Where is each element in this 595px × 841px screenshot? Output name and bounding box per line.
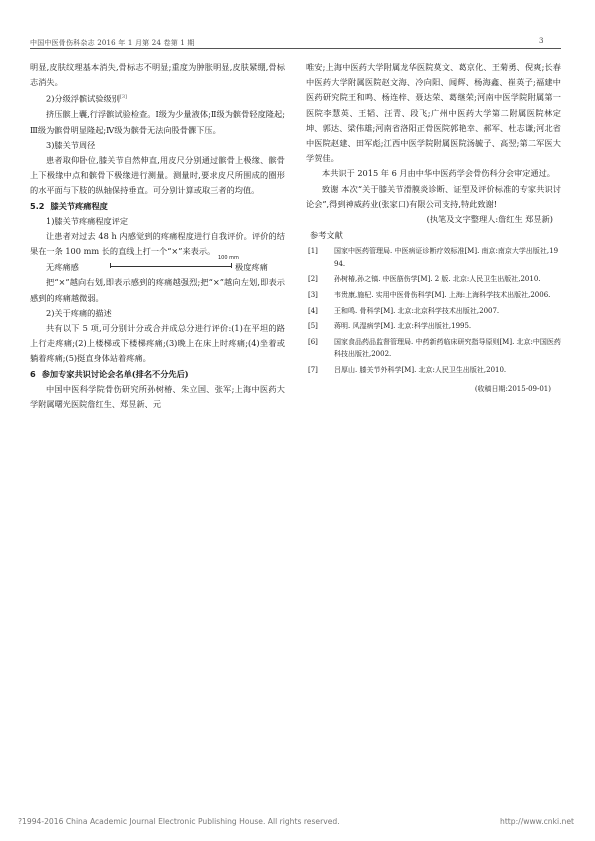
paragraph-acknowledgement: 致谢 本次“关于膝关节滑膜炎诊断、证型及评价标准的专家共识讨论会”,得到神威药业(张家口)有限公司支持,特此致谢! [306,183,561,209]
footer-copyright: ?1994-2016 China Academic Journal Electronic Publishing House. All rights reserved. [18,817,340,826]
reference-text: 孙树椿,孙之镐. 中医筋伤学[M]. 2 版. 北京:人民卫生出版社,2010. [334,275,541,284]
paragraph-knee-circumference: 患者取仰卧位,膝关节自然伸直,用皮尺分别通过髌骨上极缘、髌骨上下极缘中点和髌骨下极缘进行测量。测量时,要求皮尺所围成的圈形的水平面与下肢的纵轴保持垂直。可分别计算或取三者的均值。 [30,154,285,196]
paragraph-scale-explanation: 把“×”越向右划,即表示感到的疼痛越强烈;把“×”越向左划,即表示感到的疼痛越微弱。 [30,277,285,303]
reference-list [306,245,561,376]
scale-unit-label: 100 mm [218,255,239,262]
reference-text: 国家食品药品监督管理局. 中药新药临床研究指导原则[M]. 北京:中国医药科技出版社,2002. [334,337,561,359]
section-number-5-2: 5.2 [30,200,45,211]
paragraph-pain-assessment: 让患者对过去 48 h 内感觉到的疼痛程度进行自我评价。评价的结果在一条 100 mm 长的直线上打一个“×”来表示。 [30,230,285,257]
reference-item [306,336,561,361]
paragraph-participants-start: 中国中医科学院骨伤研究所孙树椿、朱立国、张军;上海中医药大学附属曙光医院詹红生、郑昱新、元 [30,383,285,409]
reference-number: [5] [308,322,318,331]
citation-3: [3] [119,94,127,101]
reference-text: 王和鸣. 骨科学[M]. 北京:北京科学技术出版社,2007. [334,306,500,315]
reference-item [306,245,561,270]
paragraph-patella-test: 挤压髌上囊,行浮髌试验检查。Ⅰ级为少量液体;Ⅱ级为髌骨轻度隆起;Ⅲ级为髌骨明显隆起;Ⅳ级为髌骨无法向股骨髁下压。 [30,109,285,135]
reference-number: [1] [308,247,318,256]
paragraph-approval: 本共识于 2015 年 6 月由中华中医药学会骨伤科分会审定通过。 [322,168,555,179]
scale-line [110,266,232,267]
reference-text: 吕厚山. 膝关节外科学[M]. 北京:人民卫生出版社,2010. [334,365,507,374]
reference-text: 蒋明. 风湿病学[M]. 北京:科学出版社,1995. [334,322,472,331]
reference-item [306,364,561,377]
reference-number: [7] [308,365,318,374]
reference-text: 韦贵康,施杞. 实用中医骨伤科学[M]. 上海:上海科学技术出版社,2006. [334,291,551,300]
paragraph-pain-items: 共有以下 5 项,可分别计分或合并成总分进行评价:(1)在平坦的路上行走疼痛;(2)上楼梯或下楼梯疼痛;(3)晚上在床上时疼痛;(4)坐着或躺着疼痛;(5)挺直身体站着疼痛。 [30,322,285,364]
reference-number: [6] [308,337,318,346]
reference-text: 国家中医药管理局. 中医病证诊断疗效标准[M]. 南京:南京大学出版社,1994. [334,247,559,268]
subheading-patella-test-text: 2)分级浮髌试验级别 [46,94,120,105]
reference-number: [3] [308,291,318,300]
reference-item [306,289,561,302]
running-header-journal: 中国中医骨伤科杂志 2016 年 1 月第 24 卷第 1 期 [30,39,195,47]
author-signature: (执笔及文字整理人:詹红生 郑昱新) [426,214,553,225]
section-heading-6 [30,367,285,382]
reference-number: [2] [308,275,318,284]
section-title-5-2: 膝关节疼痛程度 [50,200,108,211]
footer-site-link[interactable]: http://www.cnki.net [500,817,574,826]
visual-analog-scale [30,255,285,275]
section-heading-5-2 [30,199,285,214]
subheading-pain-assessment: 1)膝关节疼痛程度评定 [46,215,129,226]
scale-right-tick [231,263,232,268]
reference-item [306,320,561,333]
scale-label-no-pain: 无疼痛感 [46,262,79,273]
subheading-patella-test [30,90,285,107]
section-title-6: 参加专家共识讨论会名单(排名不分先后) [41,368,189,379]
paragraph-swelling-grades: 明显,皮肤纹理基本消失,骨标志不明显;重度为肿胀明显,皮肤紧绷,骨标志消失。 [30,62,285,88]
scale-label-extreme-pain: 极度疼痛 [235,262,268,273]
paragraph-participants-continued: 唯安;上海中医药大学附属龙华医院莫文、葛京化、王菊勇、倪爽;长春中医药大学附属医院赵文海、冷向阳、闻辉、杨海鑫、崔英子;福建中医药研究院王和鸣、杨连梓、聂达荣、葛继荣;河南中医学院附属第一医院李慧英、王韬、汪青、段飞;广州中医药大学第二附属医院林定坤、郭达、梁伟雄;河南省洛阳正骨医院郭艳幸、郝军、杜志谦;河北省中医院赵建、田军彪;江西中医学院附属医院汤毓子、高翌;第二军医大学贺佳。 [306,62,561,164]
header-rule [30,48,561,49]
received-date: (收稿日期:2015-09-01) [474,384,551,393]
right-column [306,60,561,395]
subheading-pain-description: 2)关于疼痛的描述 [46,307,112,318]
subheading-knee-circumference: 3)膝关节周径 [46,139,96,150]
reference-number: [4] [308,306,318,315]
page-number: 3 [539,37,544,45]
reference-item [306,305,561,318]
reference-item [306,273,561,286]
references-heading: 参考文献 [310,230,343,241]
section-number-6: 6 [30,368,36,379]
left-column [30,60,285,412]
